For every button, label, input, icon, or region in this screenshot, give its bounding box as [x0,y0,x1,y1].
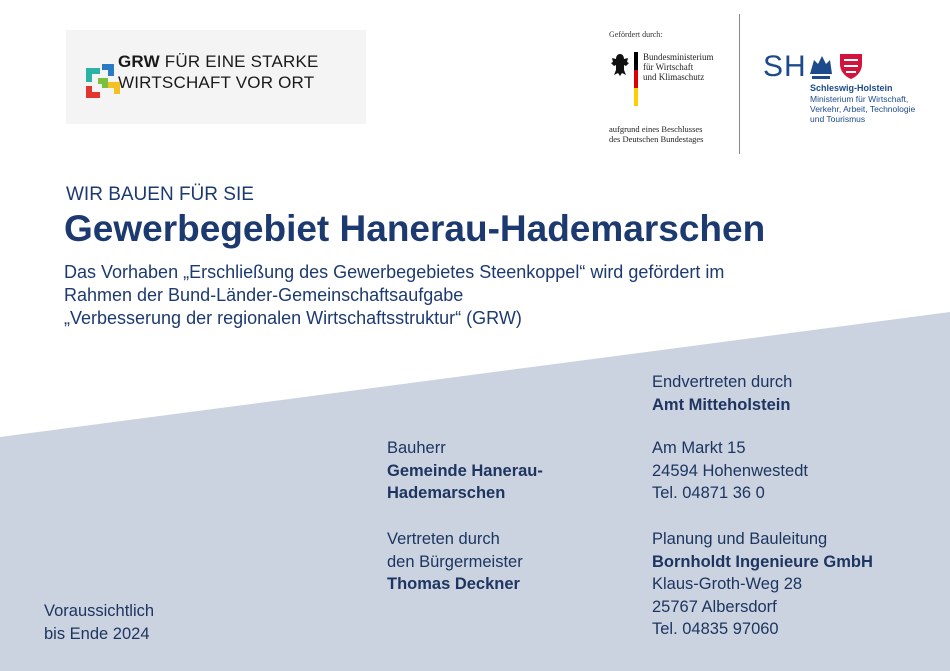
planning-block: Planung und Bauleitung Bornholdt Ingenieure GmbH Klaus-Groth-Weg 28 25767 Albersdorf Tel. 04835 97060 [652,530,873,638]
overline: WIR BAUEN FÜR SIE [66,184,254,205]
sh-crest-icon [808,52,864,80]
amt-name: Amt Mitteholstein [652,395,791,414]
timeline-block: Voraussichtlich bis Ende 2024 [44,602,155,643]
logo-divider [739,14,740,154]
project-description: Das Vorhaben „Erschließung des Gewerbegebietes Steenkoppel“ wird gefördert im Rahmen der Bund-Länder-Gemeinschaftsaufgabe „Verbesserung der regionalen Wirtschaftsstruktur“ (GRW) [64,262,725,328]
funded-by-label: Gefördert durch: [609,30,663,39]
german-flag-stripe [634,52,638,106]
builder-block: Bauherr Gemeinde Hanerau- Hademarschen [387,439,543,502]
sh-state-name: Schleswig-Holstein [810,83,893,93]
federal-ministry-name: Bundesministerium für Wirtschaft und Klimaschutz [643,52,714,82]
planner-name: Bornholdt Ingenieure GmbH [652,552,873,571]
grw-logo-line1: GRW FÜR EINE STARKE [118,52,319,71]
end-representation-block: Endvertreten durch Amt Mitteholstein [652,371,792,416]
federal-eagle-icon [610,52,630,78]
page-title: Gewerbegebiet Hanerau-Hademarschen [64,208,766,249]
sh-logo-text: SH [763,50,807,83]
grw-logo-line2: WIRTSCHAFT VOR ORT [118,73,315,92]
bundestag-resolution: aufgrund eines Beschlusses des Deutschen Bundestages [609,124,704,144]
sh-ministry-name: Ministerium für Wirtschaft, Verkehr, Arbeit, Technologie und Tourismus [810,94,916,124]
mayor-name: Thomas Deckner [387,575,520,593]
mayor-block: Vertreten durch den Bürgermeister Thomas Deckner [387,528,523,596]
grw-logo [66,30,366,124]
amt-address-block: Am Markt 15 24594 Hohenwestedt Tel. 04871 36 0 [652,439,808,502]
